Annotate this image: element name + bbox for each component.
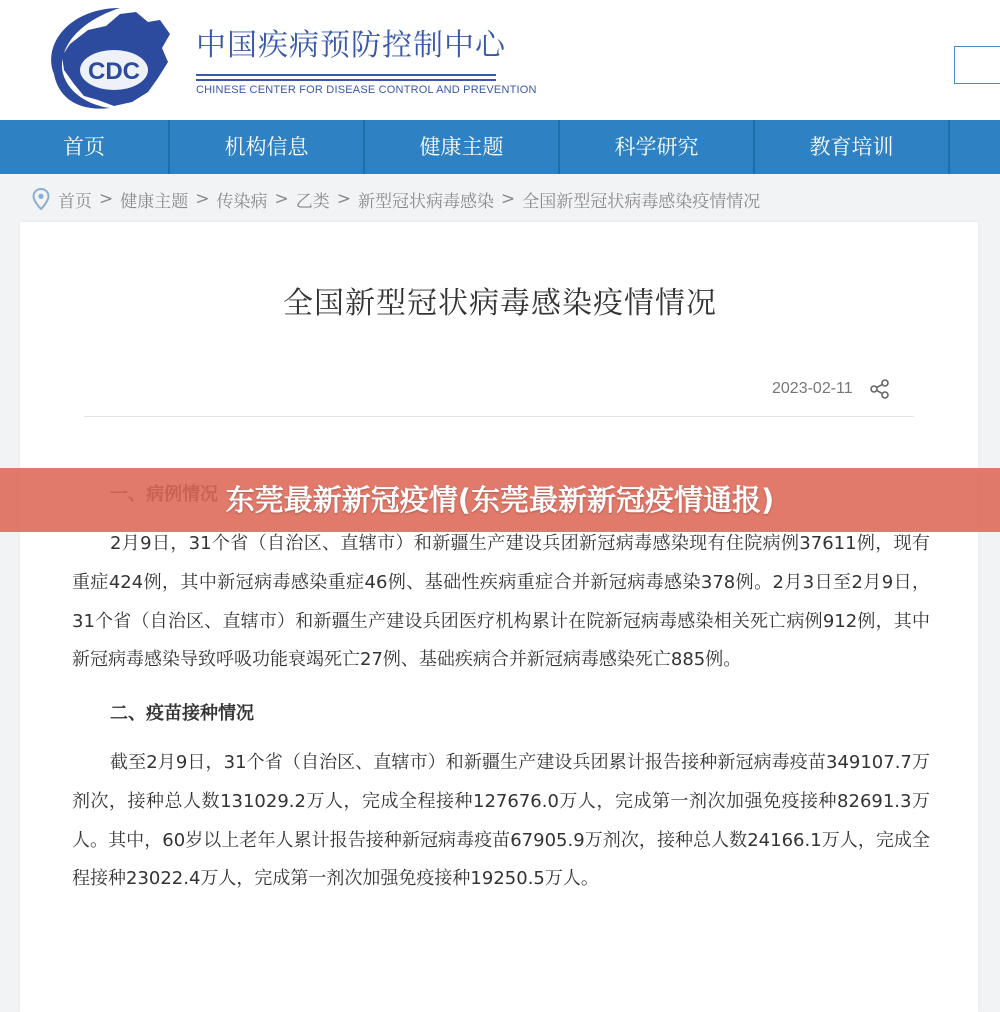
- article-meta: [772, 378, 891, 400]
- publish-date: 2023-02-11: [772, 380, 853, 397]
- breadcrumb-class-b[interactable]: 乙类: [295, 191, 330, 212]
- nav-item-health-topics[interactable]: 健康主题: [365, 120, 560, 174]
- breadcrumb-separator: >: [99, 189, 114, 209]
- nav-item-more[interactable]: [950, 120, 1000, 174]
- breadcrumb-separator: >: [336, 189, 351, 209]
- breadcrumb-separator: >: [195, 189, 210, 209]
- org-name-cn: 中国疾病预防控制中心: [196, 28, 506, 63]
- main-nav: [0, 120, 1000, 174]
- org-name-block: [196, 26, 537, 96]
- breadcrumb: [32, 186, 760, 212]
- nav-item-research[interactable]: 科学研究: [560, 120, 755, 174]
- overlay-banner: [0, 468, 1000, 532]
- breadcrumb-infectious-diseases[interactable]: 传染病: [216, 191, 268, 212]
- share-icon[interactable]: [869, 378, 891, 400]
- nav-item-education[interactable]: 教育培训: [755, 120, 950, 174]
- breadcrumb-separator: >: [501, 189, 516, 209]
- overlay-banner-text: 东莞最新新冠疫情(东莞最新新冠疫情通报): [225, 483, 775, 517]
- section-heading-vaccination: 二、疫苗接种情况: [110, 703, 254, 724]
- breadcrumb-home[interactable]: 首页: [58, 191, 92, 212]
- section-body-vaccination: 截至2月9日，31个省（自治区、直辖市）和新疆生产建设兵团累计报告接种新冠病毒疫苗349107.7万剂次，接种总人数131029.2万人，完成全程接种127676.0万人，完成第一剂次加强免疫接种82691.3万人。其中，60岁以上老年人累计报告接种新冠病毒疫苗67905.9万剂次，接种总人数24166.1万人，完成全程接种23022.4万人，完成第一剂次加强免疫接种19250.5万人。: [72, 752, 930, 890]
- org-name-en: CHINESE CENTER FOR DISEASE CONTROL AND PREVENTION: [196, 84, 537, 96]
- title-divider: [84, 416, 914, 417]
- logo-mark-text: CDC: [88, 58, 140, 85]
- logo-divider: [196, 74, 496, 76]
- article-title: 全国新型冠状病毒感染疫情情况: [283, 286, 717, 321]
- breadcrumb-separator: >: [274, 189, 289, 209]
- breadcrumb-health-topics[interactable]: 健康主题: [120, 191, 189, 212]
- cdc-logo[interactable]: [40, 4, 180, 116]
- breadcrumb-current-page[interactable]: 全国新型冠状病毒感染疫情情况: [522, 191, 761, 212]
- breadcrumb-covid-infection[interactable]: 新型冠状病毒感染: [358, 191, 494, 212]
- search-input[interactable]: [954, 46, 1000, 84]
- site-header: [0, 0, 1000, 120]
- location-pin-icon: [32, 188, 50, 210]
- nav-item-home[interactable]: 首页: [0, 120, 170, 174]
- logo-divider-2: [196, 79, 496, 81]
- nav-item-institution-info[interactable]: 机构信息: [170, 120, 365, 174]
- section-body-cases: 2月9日，31个省（自治区、直辖市）和新疆生产建设兵团新冠病毒感染现有住院病例37611例，现有重症424例，其中新冠病毒感染重症46例、基础性疾病重症合并新冠病毒感染378例。2月3日至2月9日，31个省（自治区、直辖市）和新疆生产建设兵团医疗机构累计在院新冠病毒感染相关死亡病例912例，其中新冠病毒感染导致呼吸功能衰竭死亡27例、基础疾病合并新冠病毒感染死亡885例。: [72, 533, 930, 671]
